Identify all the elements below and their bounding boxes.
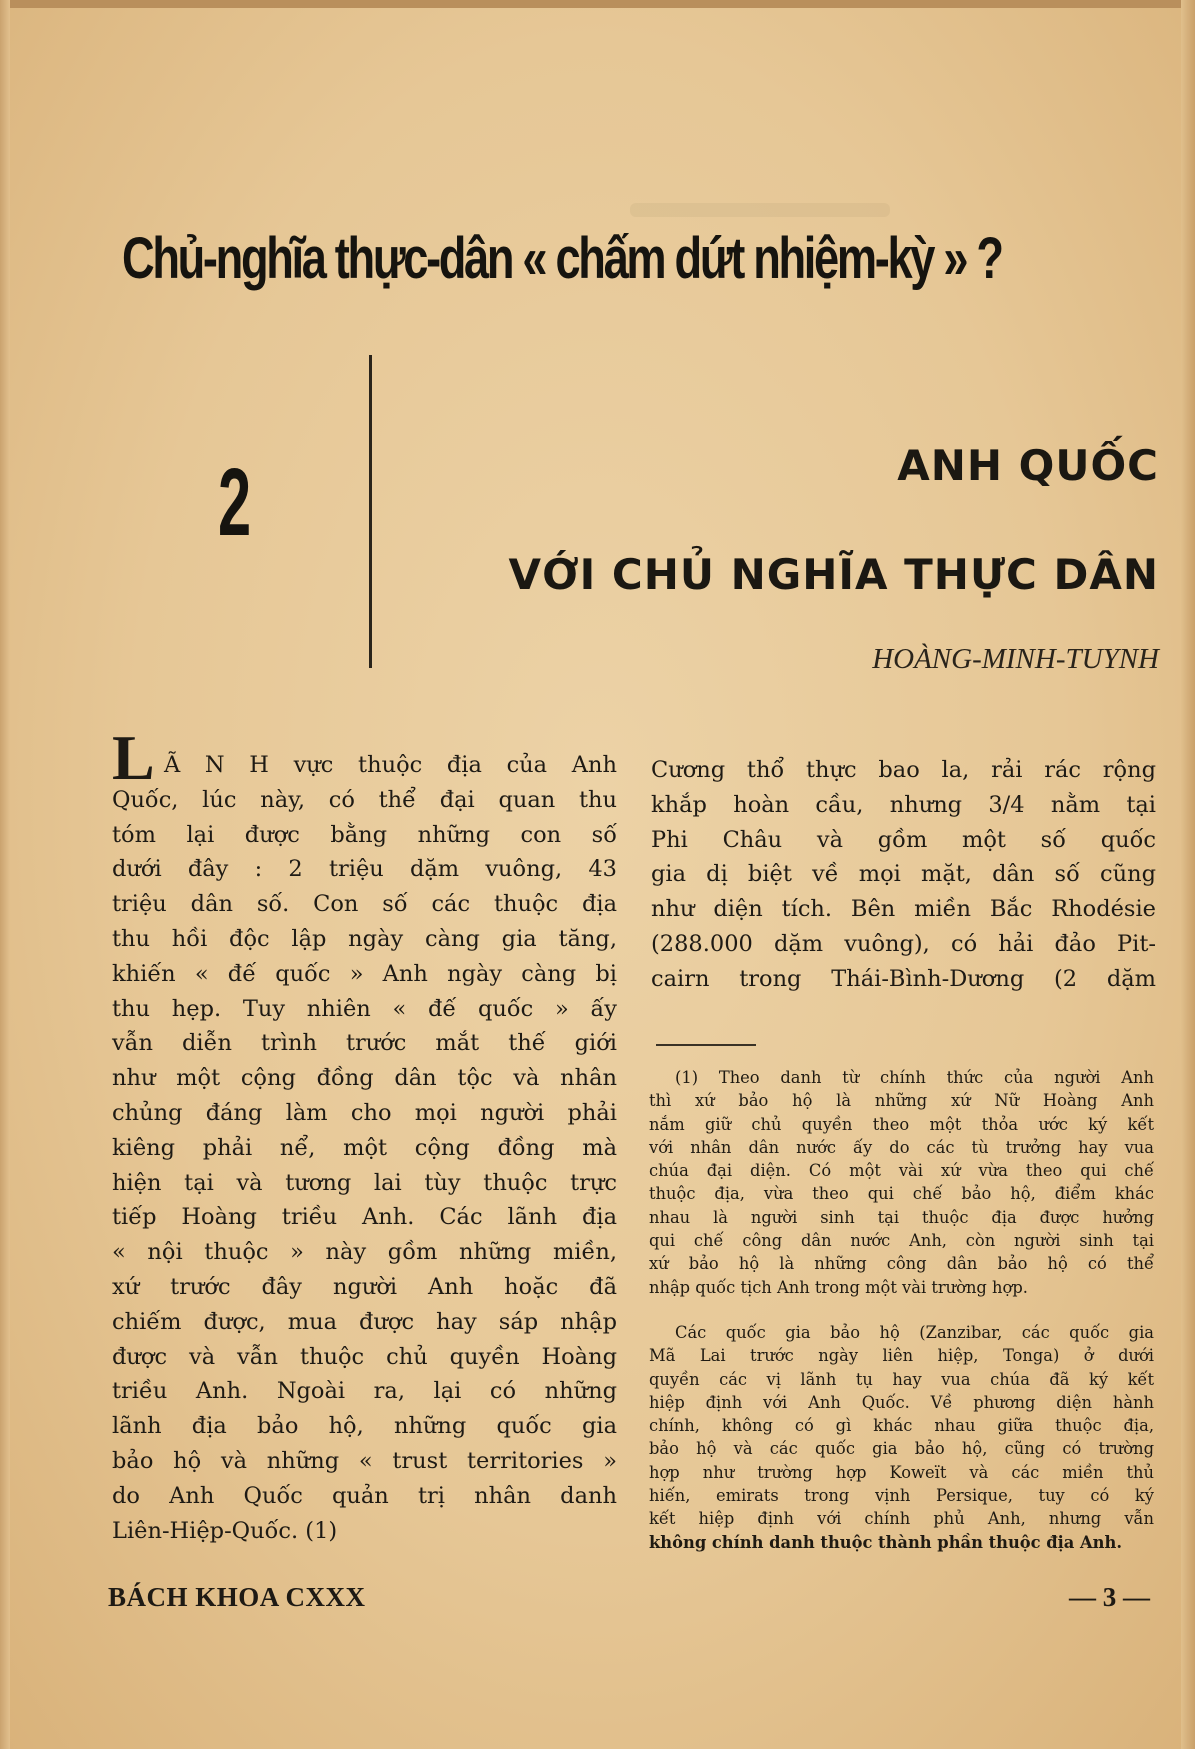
author-byline: HOÀNG-MINH-TUYNH [872,643,1159,675]
footnote-line: chúa đại diện. Có một vài xứ vừa theo qui chế [649,1161,1154,1181]
right-line: gia dị biệt về mọi mặt, dân số cũng [651,861,1156,888]
footnote-line: chính, không có gì khác nhau giữa thuộc địa, [649,1416,1154,1436]
left-line: chiếm được, mua được hay sáp nhập [112,1308,617,1335]
footnote-line: quyền các vị lãnh tụ hay vua chúa đã ký kết [649,1369,1154,1389]
section-number: 2 [218,449,252,556]
left-line: bảo hộ và những « trust territories » [112,1447,617,1474]
left-line: Liên-Hiệp-Quốc. (1) [112,1517,338,1544]
footnote-line: nhập quốc tịch Anh trong một vài trường hợp. [649,1277,1028,1297]
left-line: chủng đáng làm cho mọi người phải [112,1099,617,1126]
subtitle-line-2: VỚI CHỦ NGHĨA THỰC DÂN [508,550,1159,599]
drop-cap: L [112,722,155,793]
footnote-line: qui chế công dân nước Anh, còn người sinh tại [649,1231,1154,1251]
right-line: (288.000 dặm vuông), có hải đảo Pit- [651,930,1156,957]
right-line: như diện tích. Bên miền Bắc Rhodésie [651,896,1156,923]
left-line: hiện tại và tương lai tùy thuộc trực [112,1169,617,1196]
footnote-line: thuộc địa, vừa theo qui chế bảo hộ, điểm khác [649,1184,1154,1204]
footnote-line: nắm giữ chủ quyền theo một thỏa ước ký kết [649,1114,1154,1134]
footnote-line: bảo hộ và các quốc gia bảo hộ, cũng có trường [649,1439,1154,1459]
footnote-line: hợp như trường hợp Koweït và các miền thủ [649,1462,1154,1482]
left-line: lãnh địa bảo hộ, những quốc gia [112,1413,617,1440]
footnote-line: nhau là người sinh tại thuộc địa được hưởng [649,1207,1154,1227]
paper-left-edge [0,0,10,1749]
footnote-rule [656,1044,756,1046]
footer-publication: BÁCH KHOA CXXX [108,1582,366,1612]
left-line: xứ trước đây người Anh hoặc đã [112,1273,617,1300]
subtitle-line-1: ANH QUỐC [897,441,1159,490]
footnote-line: Mã Lai trước ngày liên hiệp, Tonga) ở dưới [649,1346,1154,1366]
left-line: kiêng phải nể, một cộng đồng mà [112,1134,617,1161]
right-line: cairn trong Thái-Bình-Dương (2 dặm [651,965,1156,992]
paper-top-edge [0,0,1195,8]
footnote-line: xứ bảo hộ là những công dân bảo hộ có thể [649,1254,1154,1274]
left-line: triệu dân số. Con số các thuộc địa [112,891,617,918]
left-line: Ã N H vực thuộc địa của Anh [164,752,617,778]
footnote-1 [649,1066,1154,1299]
left-line: khiến « đế quốc » Anh ngày càng bị [112,960,617,987]
left-line: « nội thuộc » này gồm những miền, [112,1239,617,1266]
left-column [112,722,617,1548]
left-line: được và vẫn thuộc chủ quyền Hoàng [112,1343,617,1370]
footnote-line: hiệp định với Anh Quốc. Về phương diện hành [649,1392,1154,1412]
right-column [651,753,1156,997]
headline: Chủ-nghĩa thực-dân « chấm dứt nhiệm-kỳ » ? [122,226,1002,291]
footnote-line: với nhân dân nước ấy do các tù trưởng hay vua [649,1137,1154,1157]
footer-page-number: — 3 — [1069,1582,1150,1612]
left-line: dưới đây : 2 triệu dặm vuông, 43 [112,856,617,883]
left-line: thu hồi độc lập ngày càng gia tăng, [112,925,617,952]
left-line: triều Anh. Ngoài ra, lại có những [112,1378,617,1405]
left-line: do Anh Quốc quản trị nhân danh [112,1482,617,1509]
footnote-line: (1) Theo danh từ chính thức của người Anh [675,1068,1154,1087]
left-line: Quốc, lúc này, có thể đại quan thu [112,786,617,813]
footnote-line: không chính danh thuộc thành phần thuộc địa Anh. [649,1532,1122,1552]
footnote-line: hiến, emirats trong vịnh Persique, tuy có ký [649,1486,1154,1506]
footnote-line: Các quốc gia bảo hộ (Zanzibar, các quốc gia [675,1323,1154,1342]
left-line: tóm lại được bằng những con số [112,821,617,848]
left-line: tiếp Hoàng triều Anh. Các lãnh địa [112,1204,617,1231]
vertical-divider [369,355,372,668]
left-line: thu hẹp. Tuy nhiên « đế quốc » ấy [112,995,617,1022]
left-line: như một cộng đồng dân tộc và nhân [112,1065,617,1092]
footnote-2 [649,1321,1154,1554]
paper-right-edge [1181,0,1195,1749]
left-line: vẫn diễn trình trước mắt thế giới [112,1030,617,1057]
footnote-line: kết hiệp định với chính phủ Anh, nhưng vẫn [649,1509,1154,1529]
bleed-through-smudge [630,203,890,217]
right-line: Cương thổ thực bao la, rải rác rộng [651,757,1156,783]
footnote-line: thì xứ bảo hộ là những xứ Nữ Hoàng Anh [649,1091,1154,1111]
right-line: Phi Châu và gồm một số quốc [651,826,1156,853]
right-line: khắp hoàn cầu, nhưng 3/4 nằm tại [651,791,1156,818]
